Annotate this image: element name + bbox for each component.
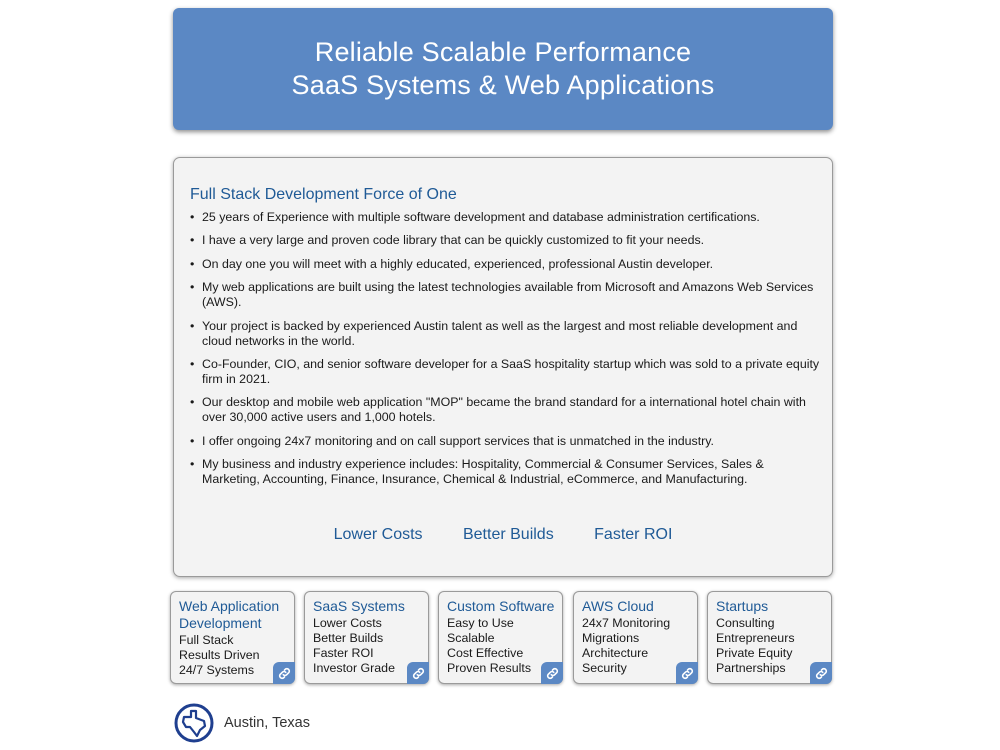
tile-item: Proven Results [447,661,532,675]
tile-title: AWS Cloud [582,598,654,614]
tile-item: Full Stack [179,633,234,647]
tile-title: Custom Software [447,598,555,614]
intro-card [173,157,833,577]
hero-banner [173,8,833,130]
tile-item: 24/7 Systems [179,663,255,677]
tile-saas-systems[interactable] [304,591,429,684]
location-text: Austin, Texas [224,715,310,731]
link-icon[interactable] [676,662,698,684]
tile-item: Results Driven [179,648,260,662]
tile-item: Security [582,661,627,675]
tile-item: Investor Grade [313,661,395,675]
tile-item: Easy to Use [447,616,514,630]
list-item: • Co-Founder, CIO, and senior software developer for a SaaS hospitality startup which was sold to a private equity firm in 2021. [190,357,822,387]
hero-line-2: SaaS Systems & Web Applications [291,70,715,100]
tile-item: Cost Effective [447,646,524,660]
experience-list [190,210,822,496]
tile-web-application[interactable] [170,591,295,684]
tile-title: Web Application Development [179,598,280,631]
link-icon[interactable] [407,662,429,684]
list-item: • I have a very large and proven code library that can be quickly customized to fit your needs. [190,233,822,248]
tile-custom-software[interactable] [438,591,563,684]
tile-item: Migrations [582,631,640,645]
footer [174,702,310,744]
tile-aws-cloud[interactable] [573,591,698,684]
hero-line-1: Reliable Scalable Performance [314,37,692,67]
tagline-faster-roi: Faster ROI [594,526,673,543]
tile-item: Entrepreneurs [716,631,795,645]
texas-logo-icon [174,703,214,743]
tile-item: Lower Costs [313,616,382,630]
list-item: • My business and industry experience includes: Hospitality, Commercial & Consumer Services, Sales & Marketing, Accounting, Finance, Insurance, Chemical & Industrial, eCommerce, and Manufacturing. [190,457,822,487]
list-item: • On day one you will meet with a highly educated, experienced, professional Austin developer. [190,257,822,272]
tile-item: 24x7 Monitoring [582,616,671,630]
tile-title: SaaS Systems [313,598,405,614]
service-tiles [170,591,835,686]
list-item: • 25 years of Experience with multiple software development and database administration certifications. [190,210,822,225]
intro-heading: Full Stack Development Force of One [190,186,457,203]
tile-startups[interactable] [707,591,832,684]
tile-item: Architecture [582,646,649,660]
taglines [174,526,832,544]
link-icon[interactable] [273,662,295,684]
tile-title: Startups [716,598,769,614]
tagline-better-builds: Better Builds [462,526,554,543]
tile-item: Better Builds [313,631,384,645]
list-item: • I offer ongoing 24x7 monitoring and on call support services that is unmatched in the industry. [190,434,822,449]
tile-item: Scalable [447,631,495,645]
tile-item: Partnerships [716,661,786,675]
tile-item: Consulting [716,616,775,630]
tile-item: Faster ROI [313,646,374,660]
list-item: • Your project is backed by experienced Austin talent as well as the largest and most reliable development and cloud networks in the world. [190,319,822,349]
link-icon[interactable] [810,662,832,684]
tile-item: Private Equity [716,646,793,660]
list-item: • My web applications are built using the latest technologies available from Microsoft and Amazons Web Services (AWS). [190,280,822,310]
list-item: • Our desktop and mobile web application "MOP" became the brand standard for a international hotel chain with over 30,000 active users and 1,000 hotels. [190,395,822,425]
tagline-lower-costs: Lower Costs [333,526,423,543]
link-icon[interactable] [541,662,563,684]
